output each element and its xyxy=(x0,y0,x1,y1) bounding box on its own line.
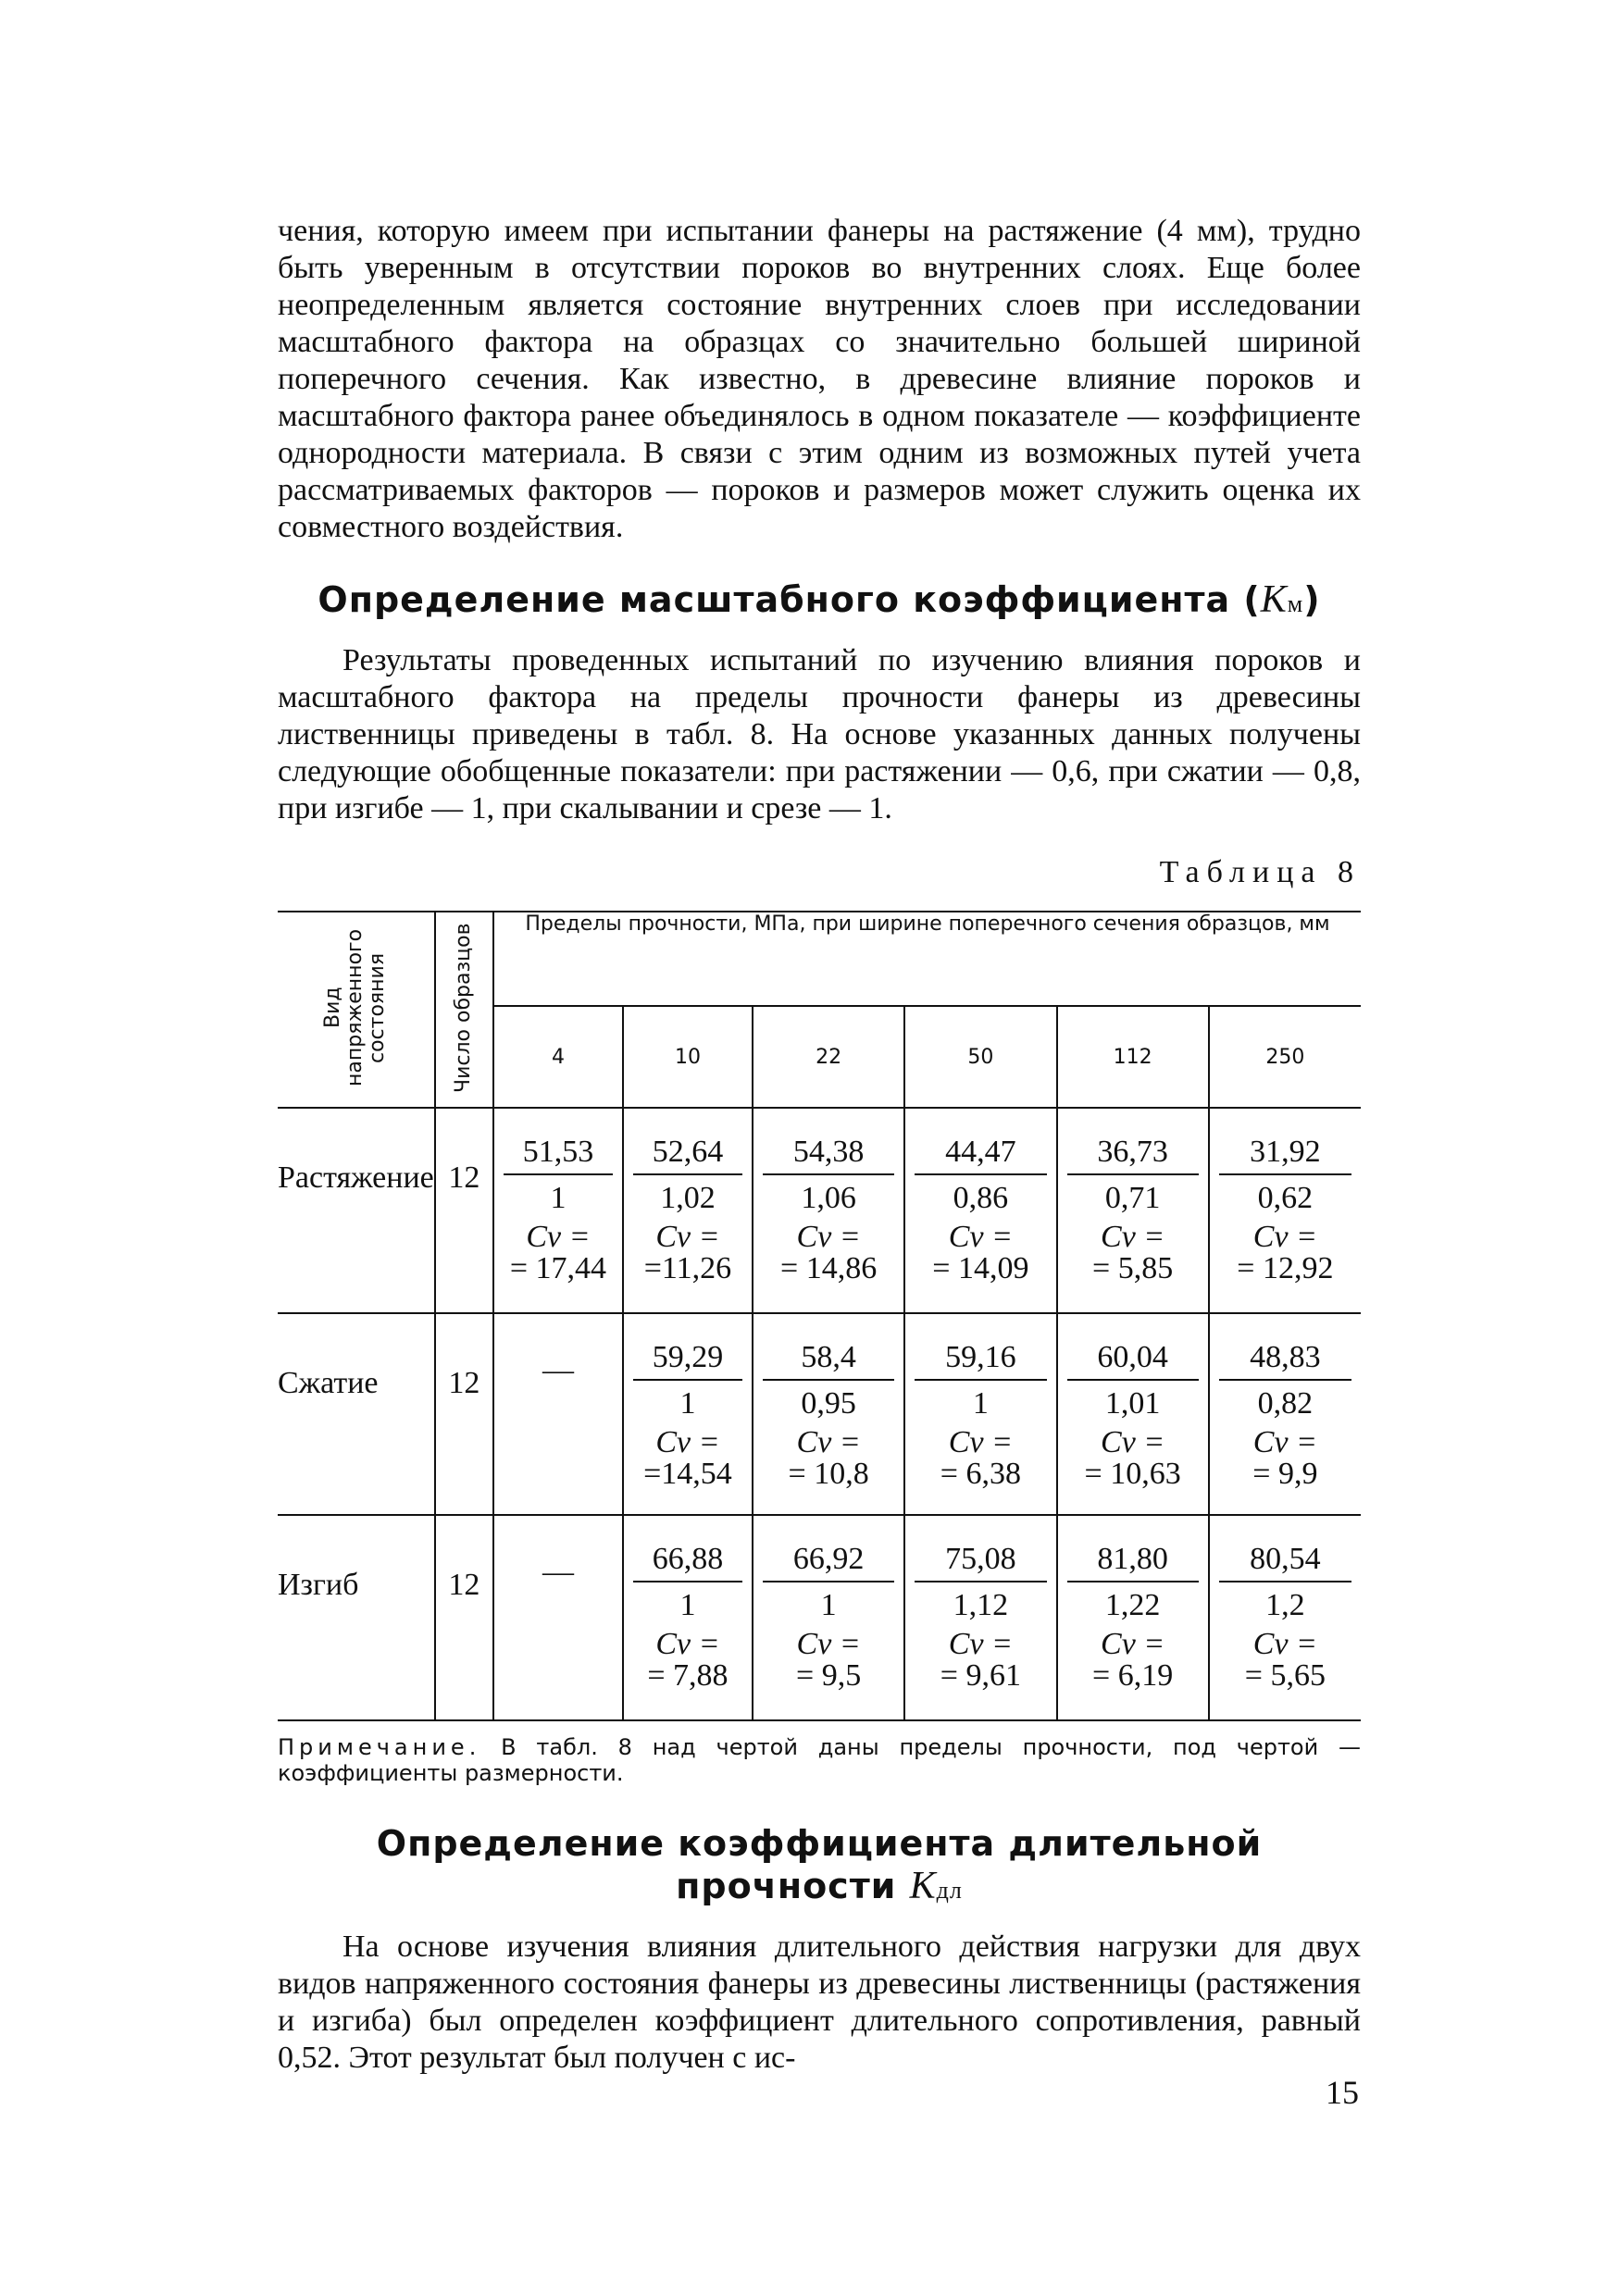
width-50: 50 xyxy=(904,1006,1056,1108)
size-coefficient: 0,82 xyxy=(1257,1386,1314,1421)
section-heading-text: Определение коэффициента длительной прочности xyxy=(376,1823,1263,1906)
cv-label: Cv = xyxy=(526,1220,591,1254)
cv-label: Cv = xyxy=(1101,1425,1165,1459)
table-caption: Таблица 8 xyxy=(1159,855,1361,889)
size-coefficient: 1,01 xyxy=(1104,1386,1161,1421)
strength-value: 66,88 xyxy=(633,1516,742,1582)
cv-value: = 5,85 xyxy=(1092,1251,1174,1285)
table-cell xyxy=(493,1108,623,1313)
cv-value: = 9,5 xyxy=(796,1658,862,1693)
size-coefficient: 0,95 xyxy=(801,1386,856,1421)
strength-value: 59,16 xyxy=(915,1314,1046,1381)
cv-label: Cv = xyxy=(796,1627,861,1661)
cv-label: Cv = xyxy=(1252,1220,1317,1254)
row-count: 12 xyxy=(435,1108,493,1313)
note-text: В табл. 8 над чертой даны пределы прочности, под чертой — коэффициенты размерности. xyxy=(278,1734,1362,1786)
row-count: 12 xyxy=(435,1515,493,1720)
cv-label: Cv = xyxy=(655,1220,720,1254)
header-sample-count xyxy=(435,912,493,1108)
cv-label: Cv = xyxy=(948,1425,1013,1459)
cv-value: = 12,92 xyxy=(1237,1251,1334,1285)
cv-label: Cv = xyxy=(1101,1627,1165,1661)
table-cell xyxy=(1057,1515,1209,1720)
table-cell xyxy=(1209,1313,1361,1515)
strength-value: 60,04 xyxy=(1067,1314,1199,1381)
cv-label: Cv = xyxy=(1252,1627,1317,1661)
strength-value: 44,47 xyxy=(915,1109,1046,1175)
table-row xyxy=(278,1515,1361,1720)
size-coefficient: 1,12 xyxy=(953,1588,1009,1622)
width-22: 22 xyxy=(753,1006,904,1108)
table-cell xyxy=(1209,1108,1361,1313)
cv-value: =14,54 xyxy=(643,1457,732,1491)
row-name: Изгиб xyxy=(278,1515,435,1720)
row-count: 12 xyxy=(435,1313,493,1515)
cv-label: Cv = xyxy=(796,1220,861,1254)
cv-value: = 14,09 xyxy=(932,1251,1029,1285)
row-name: Сжатие xyxy=(278,1313,435,1515)
strength-value: 52,64 xyxy=(633,1109,742,1175)
cv-label: Cv = xyxy=(1252,1425,1317,1459)
cv-value: = 6,38 xyxy=(940,1457,1021,1491)
section-paragraph: Результаты проведенных испытаний по изучению влияния пороков и масштабного фактора на пределы прочности фанеры из древесины лиственницы приведены в табл. 8. На основе указанных данных получены следующие обобщенные показатели: при растяжении — 0,6, при сжатии — 0,8, при изгибе — 1, при скалывании и срезе — 1. xyxy=(278,643,1361,825)
header-stress-type xyxy=(278,912,435,1108)
size-coefficient: 1,2 xyxy=(1265,1588,1305,1622)
size-coefficient: 1,02 xyxy=(660,1181,716,1215)
table-cell xyxy=(1057,1108,1209,1313)
strength-value: 59,29 xyxy=(633,1314,742,1381)
cv-value: = 14,86 xyxy=(780,1251,878,1285)
cv-label: Cv = xyxy=(655,1627,720,1661)
size-coefficient: 1 xyxy=(972,1386,989,1421)
strength-value: 36,73 xyxy=(1067,1109,1199,1175)
width-112: 112 xyxy=(1057,1006,1209,1108)
size-coefficient: 1 xyxy=(820,1588,837,1622)
cv-value: = 10,63 xyxy=(1084,1457,1181,1491)
note-label: Примечание. xyxy=(278,1734,481,1760)
table-cell xyxy=(623,1515,753,1720)
cv-label: Cv = xyxy=(655,1425,720,1459)
header-count-label: Число образцов xyxy=(452,922,476,1093)
size-coefficient: 1 xyxy=(679,1588,696,1622)
cv-value: = 9,9 xyxy=(1252,1457,1318,1491)
size-coefficient: 0,71 xyxy=(1104,1181,1161,1215)
heading-symbol: K xyxy=(1260,578,1288,621)
size-coefficient: 1 xyxy=(679,1386,696,1421)
cv-value: = 9,61 xyxy=(940,1658,1021,1693)
heading-subscript: м xyxy=(1287,590,1304,617)
table-cell xyxy=(1209,1515,1361,1720)
cv-label: Cv = xyxy=(1101,1220,1165,1254)
section-heading-scale-factor: Определение масштабного коэффициента (Kм) xyxy=(318,578,1321,621)
cv-label: Cv = xyxy=(948,1220,1013,1254)
size-coefficient: 0,86 xyxy=(953,1181,1009,1215)
heading-symbol: K xyxy=(909,1865,937,1907)
table-cell xyxy=(904,1515,1056,1720)
page-number: 15 xyxy=(1326,2074,1359,2111)
table-cell xyxy=(904,1313,1056,1515)
strength-value: 81,80 xyxy=(1067,1516,1199,1582)
cv-value: = 7,88 xyxy=(647,1658,729,1693)
row-name: Растяжение xyxy=(278,1108,435,1313)
cv-label: Cv = xyxy=(948,1627,1013,1661)
data-table xyxy=(278,911,1361,1721)
strength-value: 31,92 xyxy=(1219,1109,1351,1175)
header-stress-label: Вид напряженного состояния xyxy=(321,928,390,1086)
strength-value: 75,08 xyxy=(915,1516,1046,1582)
size-coefficient: 1,22 xyxy=(1104,1588,1161,1622)
strength-value: 54,38 xyxy=(763,1109,894,1175)
table-cell xyxy=(753,1108,904,1313)
cv-value: = 5,65 xyxy=(1244,1658,1326,1693)
table-cell xyxy=(904,1108,1056,1313)
table-row xyxy=(278,1108,1361,1313)
size-coefficient: 1 xyxy=(550,1181,567,1215)
page-content xyxy=(278,213,1361,2077)
header-span: Пределы прочности, МПа, при ширине поперечного сечения образцов, мм xyxy=(493,912,1361,1006)
strength-value: 48,83 xyxy=(1219,1314,1351,1381)
size-coefficient: 1,06 xyxy=(801,1181,856,1215)
cv-value: = 6,19 xyxy=(1092,1658,1174,1693)
strength-value: 51,53 xyxy=(504,1109,613,1175)
size-coefficient: 0,62 xyxy=(1257,1181,1314,1215)
table-note xyxy=(278,1734,1361,1786)
table-cell xyxy=(753,1313,904,1515)
cv-label: Cv = xyxy=(796,1425,861,1459)
width-4: 4 xyxy=(493,1006,623,1108)
strength-value: 58,4 xyxy=(763,1314,894,1381)
cv-value: = 10,8 xyxy=(788,1457,869,1491)
section-paragraph: На основе изучения влияния длительного действия нагрузки для двух видов напряженного состояния фанеры из древесины лиственницы (растяжения и изгиба) был определен коэффициент длительного сопротивления, равный 0,52. Этот результат был получен с ис- xyxy=(278,1930,1361,2075)
width-10: 10 xyxy=(623,1006,753,1108)
table-cell xyxy=(623,1313,753,1515)
table-cell xyxy=(1057,1313,1209,1515)
section-heading-long-term xyxy=(278,1823,1361,1908)
width-250: 250 xyxy=(1265,1045,1305,1069)
table-cell xyxy=(623,1108,753,1313)
table-header-row xyxy=(278,912,1361,1006)
strength-value: 66,92 xyxy=(763,1516,894,1582)
cv-value: = 17,44 xyxy=(509,1251,607,1285)
table-cell xyxy=(753,1515,904,1720)
heading-subscript: дл xyxy=(936,1877,963,1904)
table-row xyxy=(278,1313,1361,1515)
intro-paragraph: чения, которую имеем при испытании фанеры на растяжение (4 мм), трудно быть уверенным в отсутствии пороков во внутренних слоях. Еще более неопределенным является состояние внутренних слоев при исследовании масштабного фактора на образцах со значительно большей шириной поперечного сечения. Как известно, в древесине влияние пороков и масштабного фактора ранее объединялось в одном показателе — коэффициенте однородности материала. В связи с этим одним из возможных путей учета рассматриваемых факторов — пороков и размеров может служить оценка их совместного воздействия. xyxy=(278,214,1361,544)
section-heading-text: Определение масштабного коэффициента xyxy=(318,579,1231,620)
empty-cell-dash: — xyxy=(493,1515,623,1720)
cv-value: =11,26 xyxy=(643,1251,732,1285)
empty-cell-dash: — xyxy=(493,1313,623,1515)
strength-value: 80,54 xyxy=(1219,1516,1351,1582)
